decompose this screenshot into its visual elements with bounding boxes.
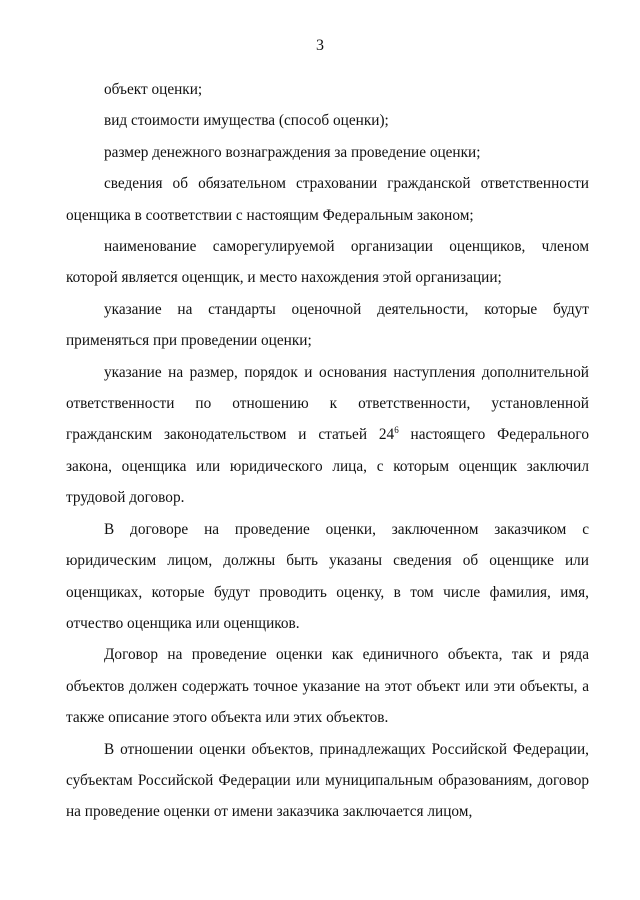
document-body xyxy=(66,74,589,828)
paragraph-legal-entity: В договоре на проведение оценки, заключенном заказчиком с юридическим лицом, должны быть указаны сведения об оценщике или оценщиках, которые будут проводить оценку, в том числе фамилия, имя, отчество оценщика или оценщиков. xyxy=(66,520,589,632)
paragraph-objects-description: Договор на проведение оценки как единичного объекта, так и ряда объектов должен содержать точное указание на этот объект или эти объекты, а также описание этого объекта или этих объектов. xyxy=(66,646,589,727)
paragraph-value-type: вид стоимости имущества (способ оценки); xyxy=(104,112,389,130)
paragraph-federal-objects: В отношении оценки объектов, принадлежащих Российской Федерации, субъектам Российской Федерации или муниципальным образованиям, договор на проведение оценки от имени заказчика заключается лицом, xyxy=(66,740,589,821)
paragraph-standards: указание на стандарты оценочной деятельности, которые будут применяться при проведении оценки; xyxy=(66,300,589,350)
paragraph-insurance: сведения об обязательном страховании гражданской ответственности оценщика в соответствии с настоящим Федеральным законом; xyxy=(66,175,589,224)
paragraph-liability xyxy=(66,357,589,514)
paragraph-sro: наименование саморегулируемой организации оценщиков, членом которой является оценщик, и место нахождения этой организации; xyxy=(66,238,589,287)
paragraph-liability-part-1: указание на размер, порядок и основания наступления дополнительной ответственности по отношению к ответственности, установленной гражданским законодательством и статьей 24 xyxy=(66,363,589,444)
paragraph-fee: размер денежного вознаграждения за проведение оценки; xyxy=(104,143,481,161)
paragraph-object: объект оценки; xyxy=(104,81,203,98)
paragraph-liability-part-2: настоящего Федерального закона, оценщика или юридического лица, с которым оценщик заключил трудовой договор. xyxy=(66,426,589,507)
page-number: 3 xyxy=(316,37,324,54)
article-superscript: 6 xyxy=(394,425,399,436)
